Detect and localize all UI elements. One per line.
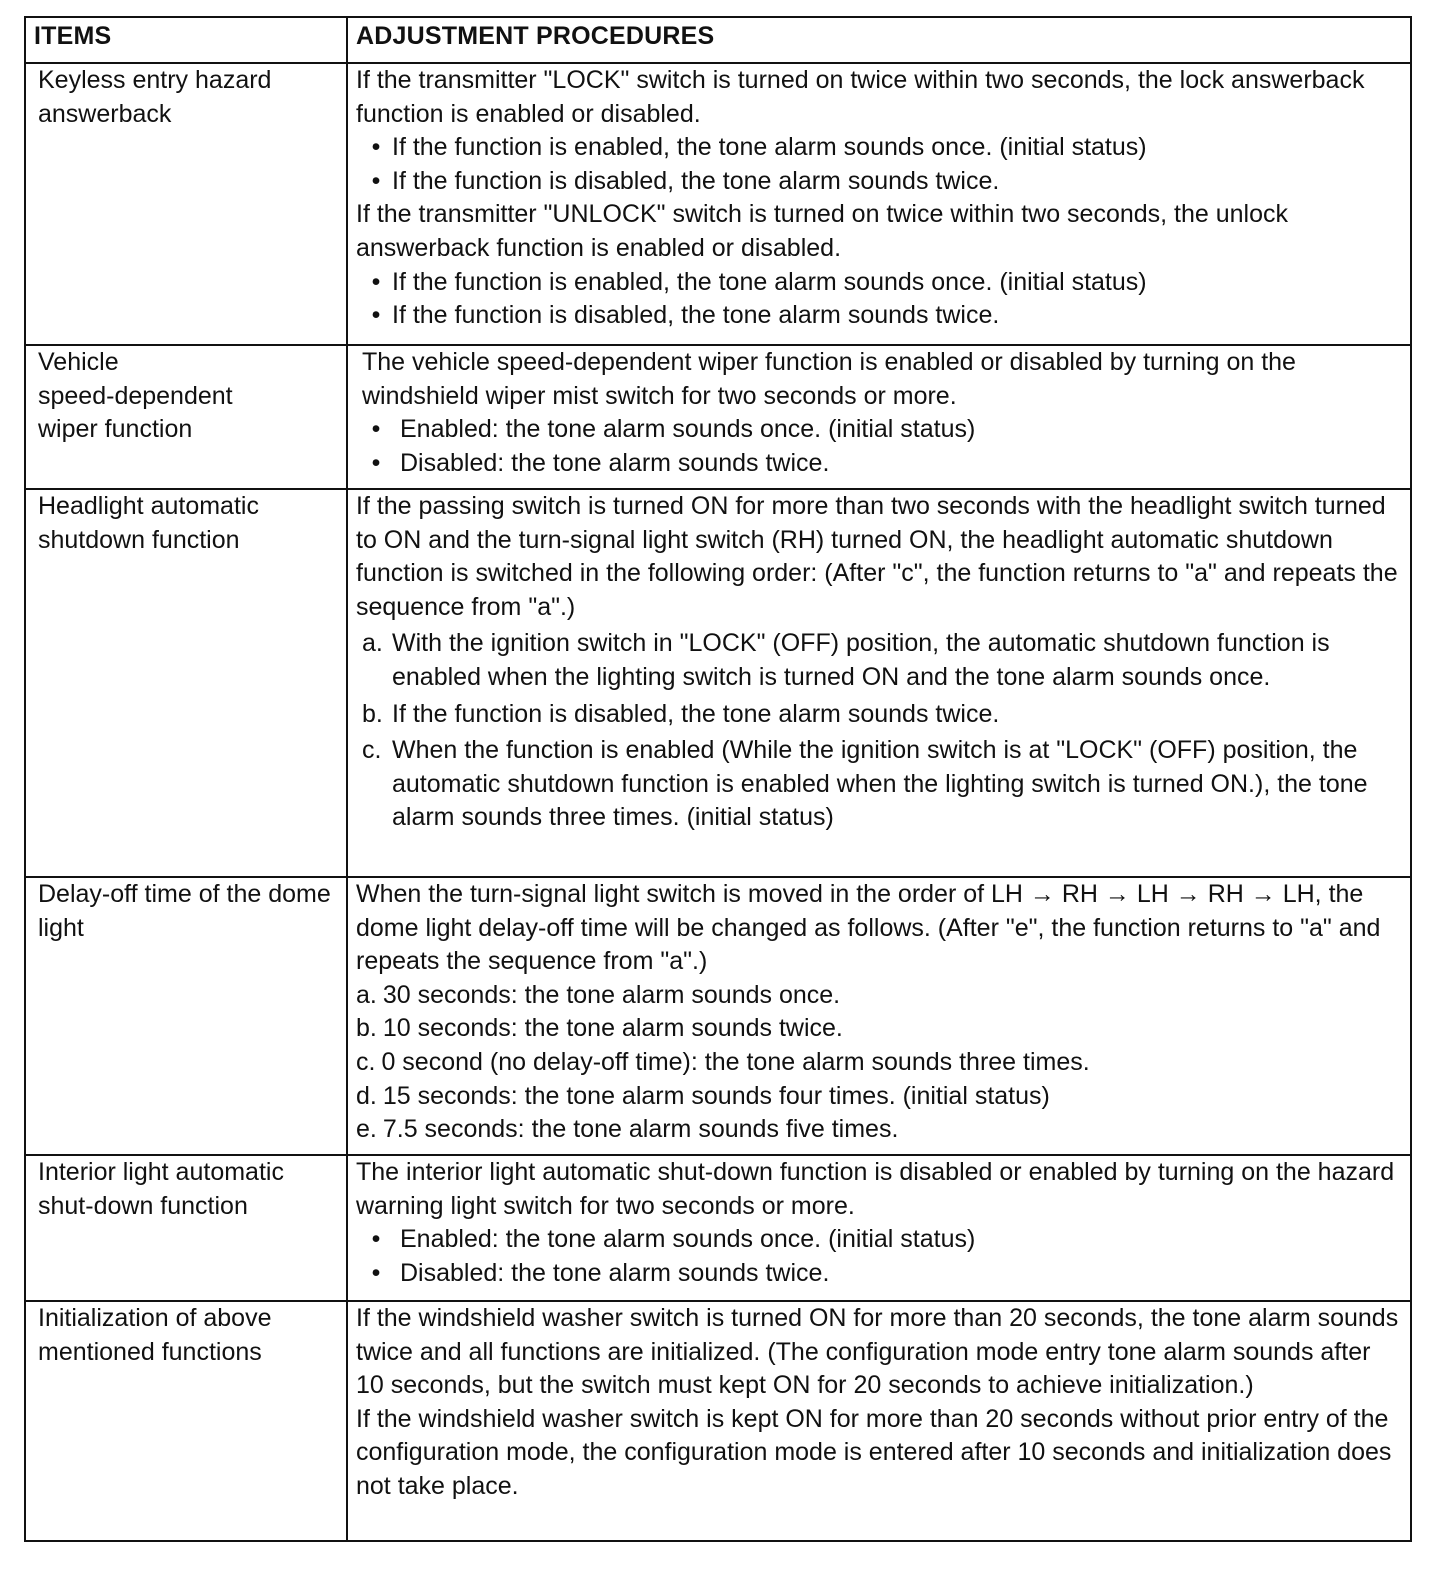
list-item — [356, 1046, 1404, 1080]
table-row — [25, 63, 1411, 345]
bullet-list — [356, 266, 1404, 333]
list-item — [356, 627, 1404, 694]
list-item — [356, 266, 1404, 300]
procedure-cell — [347, 345, 1411, 489]
list-item-text: Enabled: the tone alarm sounds once. (initial status) — [400, 1225, 976, 1254]
header-adjustment-procedures: ADJUSTMENT PROCEDURES — [347, 17, 1411, 63]
list-item — [356, 698, 1404, 732]
item-line: Vehicle — [38, 348, 119, 376]
list-item — [356, 165, 1404, 199]
step-marker: e. — [356, 1115, 377, 1144]
step-list — [356, 979, 1404, 1147]
list-item-text: If the function is disabled, the tone alarm sounds twice. — [392, 301, 1000, 330]
list-item — [356, 413, 1404, 447]
bullet-icon: • — [371, 1258, 381, 1287]
bullet-list — [356, 131, 1404, 198]
procedure-paragraph: If the transmitter "LOCK" switch is turned on twice within two seconds, the lock answerback function is enabled or disabled. — [356, 66, 1365, 128]
procedure-cell — [347, 1301, 1411, 1541]
bullet-list — [356, 413, 1404, 480]
table-row — [25, 345, 1411, 489]
table-row — [25, 1155, 1411, 1301]
list-item-text: When the function is enabled (While the ignition switch is at "LOCK" (OFF) position, the automatic shutdown function is enabled when the lighting switch is turned ON.), the tone alarm sounds three times. (initial status) — [392, 736, 1368, 832]
bullet-icon: • — [371, 267, 381, 296]
list-item-text: If the function is disabled, the tone alarm sounds twice. — [392, 166, 1000, 195]
table-row — [25, 877, 1411, 1155]
list-item-text: 15 seconds: the tone alarm sounds four times. (initial status) — [382, 1081, 1050, 1110]
list-item — [356, 1223, 1404, 1257]
list-item-text: Disabled: the tone alarm sounds twice. — [400, 1258, 830, 1287]
item-line: wiper function — [38, 415, 193, 444]
procedure-paragraph: When the turn-signal light switch is moved in the order of LH → RH → LH → RH → LH, the dome light delay-off time will be changed as follows. (After "e", the function returns to "a" and repeats the sequence from "a".) — [356, 880, 1381, 976]
list-item — [356, 131, 1404, 165]
step-marker: b. — [362, 699, 383, 728]
bullet-icon: • — [371, 301, 381, 330]
list-item — [356, 1257, 1404, 1291]
step-marker: c. — [362, 736, 382, 765]
item-cell: Headlight automatic shutdown function — [25, 489, 347, 877]
header-items: ITEMS — [25, 17, 347, 63]
list-item-text: Disabled: the tone alarm sounds twice. — [400, 448, 830, 477]
procedure-cell — [347, 877, 1411, 1155]
list-item-text: 30 seconds: the tone alarm sounds once. — [382, 980, 841, 1009]
step-marker: d. — [356, 1081, 377, 1110]
procedure-paragraph: If the passing switch is turned ON for more than two seconds with the headlight switch turned to ON and the turn-signal light switch (RH) turned ON, the headlight automatic shutdown function is switched in the following order: (After "c", the function returns to "a" and repeats the sequence from "a".) — [356, 492, 1398, 621]
table-header-row — [25, 17, 1411, 63]
procedure-paragraph: The interior light automatic shut-down function is disabled or enabled by turning on the hazard warning light switch for two seconds or more. — [356, 1158, 1395, 1220]
list-item-text: Enabled: the tone alarm sounds once. (initial status) — [400, 415, 976, 444]
bullet-icon: • — [371, 133, 381, 162]
item-line: speed-dependent — [38, 381, 233, 410]
list-item — [356, 979, 1404, 1013]
list-item — [356, 299, 1404, 333]
table-row — [25, 489, 1411, 877]
list-item — [356, 447, 1404, 481]
bullet-icon: • — [371, 448, 381, 477]
bullet-icon: • — [371, 1225, 381, 1254]
item-cell: Delay-off time of the dome light — [25, 877, 347, 1155]
item-cell: Interior light automatic shut-down function — [25, 1155, 347, 1301]
list-item-text: If the function is enabled, the tone alarm sounds once. (initial status) — [392, 267, 1147, 296]
step-list — [356, 627, 1404, 835]
list-item-text: With the ignition switch in "LOCK" (OFF) position, the automatic shutdown function is enabled when the lighting switch is turned ON and the tone alarm sounds once. — [392, 629, 1330, 691]
procedure-paragraph: If the transmitter "UNLOCK" switch is turned on twice within two seconds, the unlock answerback function is enabled or disabled. — [356, 200, 1289, 262]
procedure-paragraph: If the windshield washer switch is turned ON for more than 20 seconds, the tone alarm sounds twice and all functions are initialized. (The configuration mode entry tone alarm sounds after 10 seconds, but the switch must kept ON for 20 seconds to achieve initialization.) — [356, 1304, 1399, 1400]
item-cell: Keyless entry hazard answerback — [25, 63, 347, 345]
step-marker: a. — [362, 629, 383, 658]
list-item — [356, 1012, 1404, 1046]
procedure-paragraph: If the windshield washer switch is kept ON for more than 20 seconds without prior entry of the configuration mode, the configuration mode is entered after 10 seconds and initialization does not take place. — [356, 1404, 1392, 1500]
list-item — [356, 1080, 1404, 1114]
list-item-text: If the function is disabled, the tone alarm sounds twice. — [392, 699, 1000, 728]
procedure-cell — [347, 63, 1411, 345]
procedure-cell — [347, 489, 1411, 877]
step-marker: c. — [356, 1047, 376, 1076]
procedure-cell — [347, 1155, 1411, 1301]
list-item-text: 10 seconds: the tone alarm sounds twice. — [382, 1014, 843, 1043]
item-cell: Initialization of above mentioned functions — [25, 1301, 347, 1541]
adjustment-procedures-table — [24, 16, 1412, 1542]
item-cell — [25, 345, 347, 489]
procedure-paragraph: The vehicle speed-dependent wiper function is enabled or disabled by turning on the windshield wiper mist switch for two seconds or more. — [362, 348, 1296, 410]
list-item-text: If the function is enabled, the tone alarm sounds once. (initial status) — [392, 133, 1147, 162]
step-marker: a. — [356, 980, 377, 1009]
step-marker: b. — [356, 1014, 377, 1043]
bullet-icon: • — [371, 415, 381, 444]
bullet-list — [356, 1223, 1404, 1290]
list-item — [356, 1113, 1404, 1147]
bullet-icon: • — [371, 166, 381, 195]
table-row — [25, 1301, 1411, 1541]
list-item-text: 7.5 seconds: the tone alarm sounds five times. — [382, 1115, 899, 1144]
list-item — [356, 734, 1404, 835]
list-item-text: 0 second (no delay-off time): the tone alarm sounds three times. — [381, 1047, 1090, 1076]
